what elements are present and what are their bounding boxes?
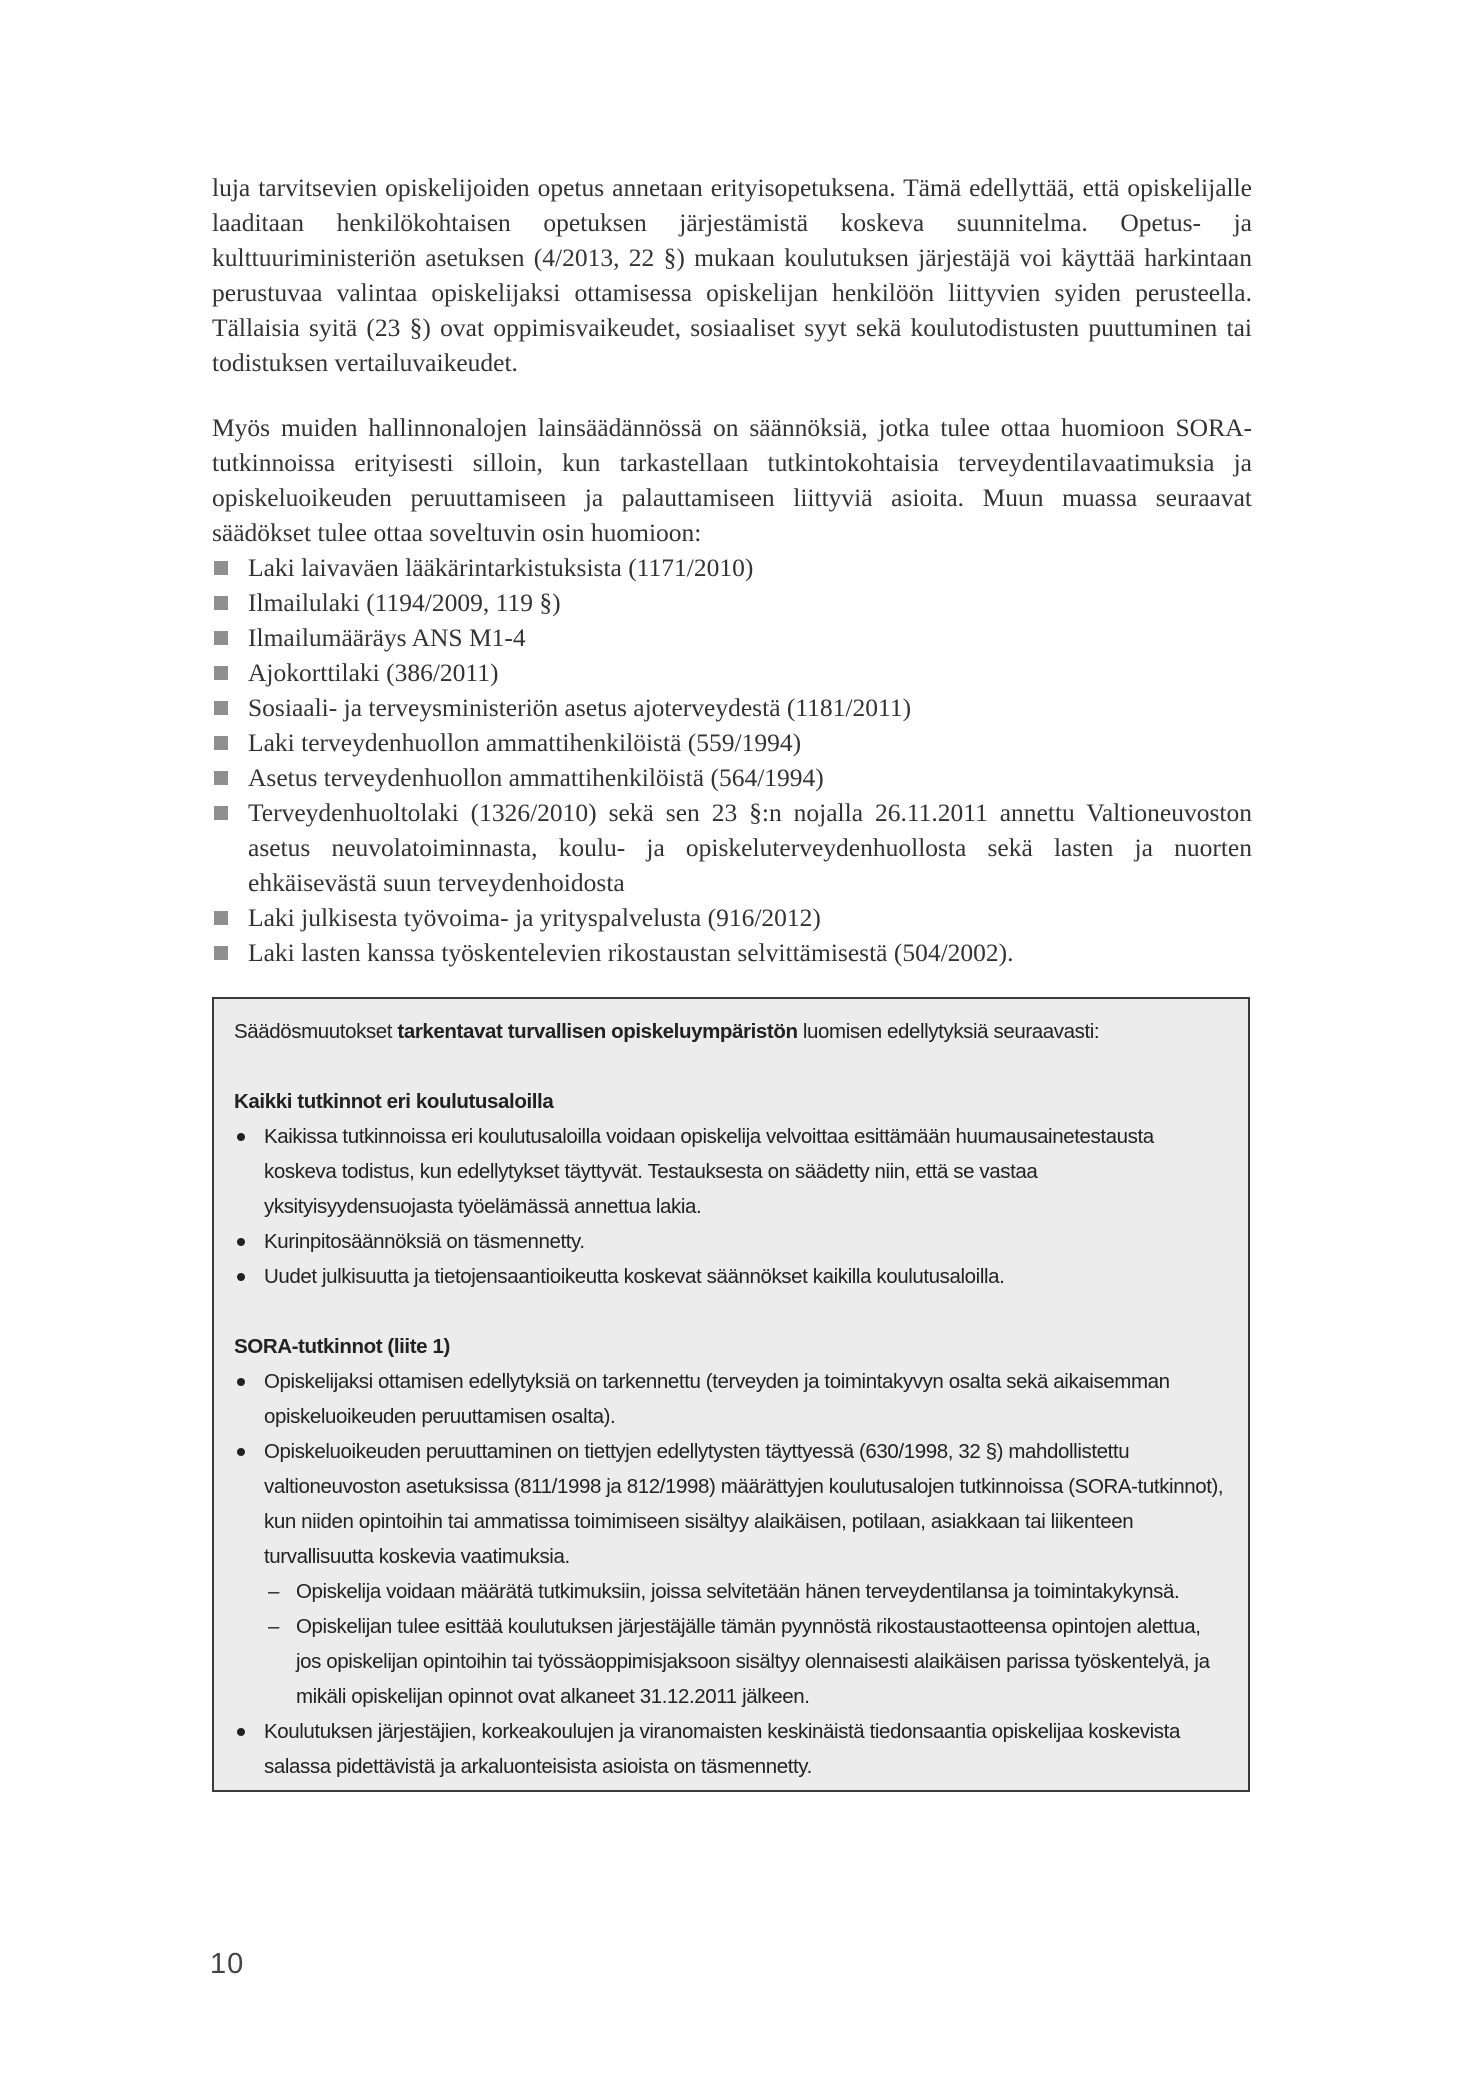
list-item: Laki lasten kanssa työskentelevien rikostaustan selvittämisestä (504/2002). — [212, 935, 1252, 970]
list-item: Terveydenhuoltolaki (1326/2010) sekä sen 23 §:n nojalla 26.11.2011 annettu Valtioneuvoston asetus neuvolatoiminnasta, koulu- ja opiskeluterveydenhuollosta sekä lasten ja nuorten ehkäisevästä suun terveydenhoidosta — [212, 795, 1252, 900]
section1-list — [234, 1119, 1226, 1294]
dash-bullet-icon: – — [268, 1615, 280, 1638]
page-number: 10 — [210, 1948, 245, 1980]
square-bullet-icon — [214, 596, 228, 610]
dash-bullet-icon: – — [268, 1580, 280, 1603]
square-bullet-icon — [214, 736, 228, 750]
list-item: Laki julkisesta työvoima- ja yrityspalvelusta (916/2012) — [212, 900, 1252, 935]
square-bullet-icon — [214, 771, 228, 785]
sub-list-item: – Opiskelijan tulee esittää koulutuksen järjestäjälle tämän pyynnöstä rikostaustaotteensa opintojen alettua, jos opiskelijan opintoihin tai työssäoppimisjaksoon sisältyy olennaisesti alaikäisen parissa työskentelyä, ja mikäli opiskelijan opinnot ovat alkaneet 31.12.2011 jälkeen. — [264, 1609, 1226, 1714]
list-item: Uudet julkisuutta ja tietojensaantioikeutta koskevat säännökset kaikilla koulutusaloilla. — [234, 1259, 1226, 1294]
bullet-icon — [237, 1378, 245, 1386]
section-heading: SORA-tutkinnot (liite 1) — [234, 1335, 450, 1358]
square-bullet-icon — [214, 561, 228, 575]
list-item: Opiskelijaksi ottamisen edellytyksiä on tarkennettu (terveyden ja toimintakyvyn osalta sekä aikaisemman opiskeluoikeuden peruuttamisen osalta). — [234, 1364, 1226, 1434]
bullet-icon — [237, 1728, 245, 1736]
list-item: Ilmailumääräys ANS M1-4 — [212, 620, 1252, 655]
square-bullet-icon — [214, 806, 228, 820]
section2-list — [234, 1364, 1226, 1784]
square-bullet-icon — [214, 631, 228, 645]
legislation-list — [212, 550, 1252, 970]
bullet-icon — [237, 1448, 245, 1456]
square-bullet-icon — [214, 666, 228, 680]
bullet-icon — [237, 1133, 245, 1141]
info-box-content — [234, 1014, 1226, 1784]
square-bullet-icon — [214, 911, 228, 925]
intro-paragraph — [212, 170, 1252, 380]
legislation-intro-text: Myös muiden hallinnonalojen lainsäädännössä on säännöksiä, jotka tulee ottaa huomioon SORA-tutkinnoissa erityisesti silloin, kun tarkastellaan tutkintokohtaisia terveydentilavaatimuksia ja opiskeluoikeuden peruuttamiseen ja palauttamiseen liittyviä asioita. Muun muassa seuraavat säädökset tulee ottaa soveltuvin osin huomioon: — [212, 413, 1252, 547]
bullet-icon — [237, 1273, 245, 1281]
info-box-intro: Säädösmuutokset tarkentavat turvallisen opiskeluympäristön luomisen edellytyksiä seuraavasti: — [234, 1020, 1100, 1043]
list-item: Kaikissa tutkinnoissa eri koulutusaloilla voidaan opiskelija velvoittaa esittämään huumausainetestausta koskeva todistus, kun edellytykset täyttyvät. Testauksesta on säädetty niin, että se vastaa yksityisyydensuojasta työelämässä annettua lakia. — [234, 1119, 1226, 1224]
section-heading: Kaikki tutkinnot eri koulutusaloilla — [234, 1090, 554, 1113]
list-item: Koulutuksen järjestäjien, korkeakoulujen ja viranomaisten keskinäistä tiedonsaantia opiskelijaa koskevista salassa pidettävistä ja arkaluonteisista asioista on täsmennetty. — [234, 1714, 1226, 1784]
square-bullet-icon — [214, 701, 228, 715]
legislation-section — [212, 410, 1252, 970]
bullet-icon — [237, 1238, 245, 1246]
square-bullet-icon — [214, 946, 228, 960]
list-item: Ajokorttilaki (386/2011) — [212, 655, 1252, 690]
list-item: Opiskeluoikeuden peruuttaminen on tiettyjen edellytysten täyttyessä (630/1998, 32 §) mahdollistettu valtioneuvoston asetuksissa (811/1998 ja 812/1998) määrättyjen koulutusalojen tutkinnoissa (SORA-tutkinnot), kun niiden opintoihin tai ammatissa toimimiseen sisältyy alaikäisen, potilaan, asiakkaan tai liikenteen turvallisuutta koskevia vaatimuksia. – Opiskelija voidaan määrätä tutkimuksiin, joissa selvitetään hänen terveydentilansa ja toimintakykynsä. – Opiskelijan tulee esittää koulutuksen järjestäjälle tämän pyynnöstä rikostaustaotteensa opintojen alettua, jos opiskelijan opintoihin tai työssäoppimisjaksoon sisältyy olennaisesti alaikäisen parissa työskentelyä, ja mikäli opiskelijan opinnot ovat alkaneet 31.12.2011 jälkeen. — [234, 1434, 1226, 1714]
info-box — [212, 997, 1250, 1792]
list-item: Asetus terveydenhuollon ammattihenkilöistä (564/1994) — [212, 760, 1252, 795]
list-item: Laki laivaväen lääkärintarkistuksista (1171/2010) — [212, 550, 1252, 585]
list-item: Kurinpitosäännöksiä on täsmennetty. — [234, 1224, 1226, 1259]
list-item: Laki terveydenhuollon ammattihenkilöistä (559/1994) — [212, 725, 1252, 760]
sub-list — [264, 1574, 1226, 1714]
list-item: Sosiaali- ja terveysministeriön asetus ajoterveydestä (1181/2011) — [212, 690, 1252, 725]
list-item: Ilmailulaki (1194/2009, 119 §) — [212, 585, 1252, 620]
intro-text: luja tarvitsevien opiskelijoiden opetus annetaan erityisopetuksena. Tämä edellyttää, että opiskelijalle laaditaan henkilökohtaisen opetuksen järjestämistä koskeva suunnitelma. Opetus- ja kulttuuriministeriön asetuksen (4/2013, 22 §) mukaan koulutuksen järjestäjä voi käyttää harkintaan perustuvaa valintaa opiskelijaksi ottamisessa opiskelijan henkilöön liittyvien syiden perusteella. Tällaisia syitä (23 §) ovat oppimisvaikeudet, sosiaaliset syyt sekä koulutodistusten puuttuminen tai todistuksen vertailuvaikeudet. — [212, 173, 1252, 377]
sub-list-item: – Opiskelija voidaan määrätä tutkimuksiin, joissa selvitetään hänen terveydentilansa ja toimintakykynsä. — [264, 1574, 1226, 1609]
